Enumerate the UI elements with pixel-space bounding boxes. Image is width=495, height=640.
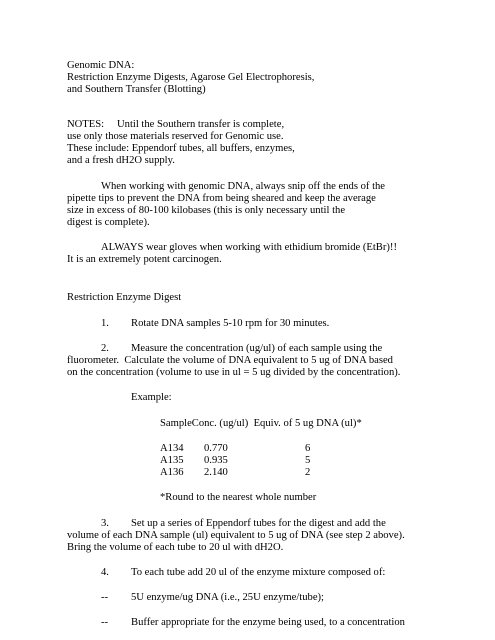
genomic-para-line-1: When working with genomic DNA, always snip off the ends of the (101, 181, 386, 192)
gloves-para-line-1: ALWAYS wear gloves when working with ethidium bromide (EtBr)!! (101, 242, 397, 253)
step-3-line-3: Bring the volume of each tube to 20 ul with dH2O. (67, 542, 284, 553)
title-line-1: Genomic DNA: (67, 60, 135, 71)
step-4-text: To each tube add 20 ul of the enzyme mixture composed of: (131, 567, 386, 578)
sample-conc: 0.935 (204, 455, 228, 466)
buffer-item-text: Buffer appropriate for the enzyme being used, to a concentration (131, 617, 405, 628)
notes-line-4: and a fresh dH2O supply. (67, 155, 175, 166)
step-4-number: 4. (101, 567, 109, 578)
step-3-line-2: volume of each DNA sample (ul) equivalent to 5 ug of DNA (see step 2 above). (67, 530, 405, 541)
example-label: Example: (131, 392, 172, 403)
list-dash: -- (101, 617, 109, 628)
example-table-header: SampleConc. (ug/ul) Equiv. of 5 ug DNA (ul)* (160, 418, 362, 429)
step-3-line-1: Set up a series of Eppendorf tubes for the digest and add the (131, 518, 386, 529)
notes-line-1: Until the Southern transfer is complete, (117, 119, 285, 130)
gloves-para-line-2: It is an extremely potent carcinogen. (67, 254, 222, 265)
sample-id: A134 (160, 443, 184, 454)
genomic-para-line-4: digest is complete). (67, 217, 150, 228)
section-title: Restriction Enzyme Digest (67, 292, 182, 303)
title-line-3: and Southern Transfer (Blotting) (67, 84, 206, 95)
genomic-para-line-2: pipette tips to prevent the DNA from being sheared and keep the average (67, 193, 376, 204)
step-1-number: 1. (101, 318, 109, 329)
notes-line-2: use only those materials reserved for Genomic use. (67, 131, 284, 142)
notes-line-3: These include: Eppendorf tubes, all buffers, enzymes, (67, 143, 295, 154)
enzyme-item-text: 5U enzyme/ug DNA (i.e., 25U enzyme/tube); (131, 592, 324, 603)
sample-id: A136 (160, 467, 184, 478)
step-2-line-2: fluorometer. Calculate the volume of DNA equivalent to 5 ug of DNA based (67, 355, 393, 366)
step-3-number: 3. (101, 518, 109, 529)
list-dash: -- (101, 592, 109, 603)
sample-equiv: 6 (305, 443, 311, 454)
sample-conc: 2.140 (204, 467, 228, 478)
title-line-2: Restriction Enzyme Digests, Agarose Gel Electrophoresis, (67, 72, 315, 83)
example-footnote: *Round to the nearest whole number (160, 492, 317, 503)
step-2-line-3: on the concentration (volume to use in ul = 5 ug divided by the concentration). (67, 367, 401, 378)
sample-equiv: 2 (305, 467, 311, 478)
sample-id: A135 (160, 455, 184, 466)
step-1-text: Rotate DNA samples 5-10 rpm for 30 minutes. (131, 318, 330, 329)
sample-equiv: 5 (305, 455, 311, 466)
step-2-number: 2. (101, 343, 109, 354)
step-2-line-1: Measure the concentration (ug/ul) of each sample using the (131, 343, 383, 354)
sample-conc: 0.770 (204, 443, 228, 454)
notes-label: NOTES: (67, 119, 105, 130)
genomic-para-line-3: size in excess of 80-100 kilobases (this is only necessary until the (67, 205, 346, 216)
